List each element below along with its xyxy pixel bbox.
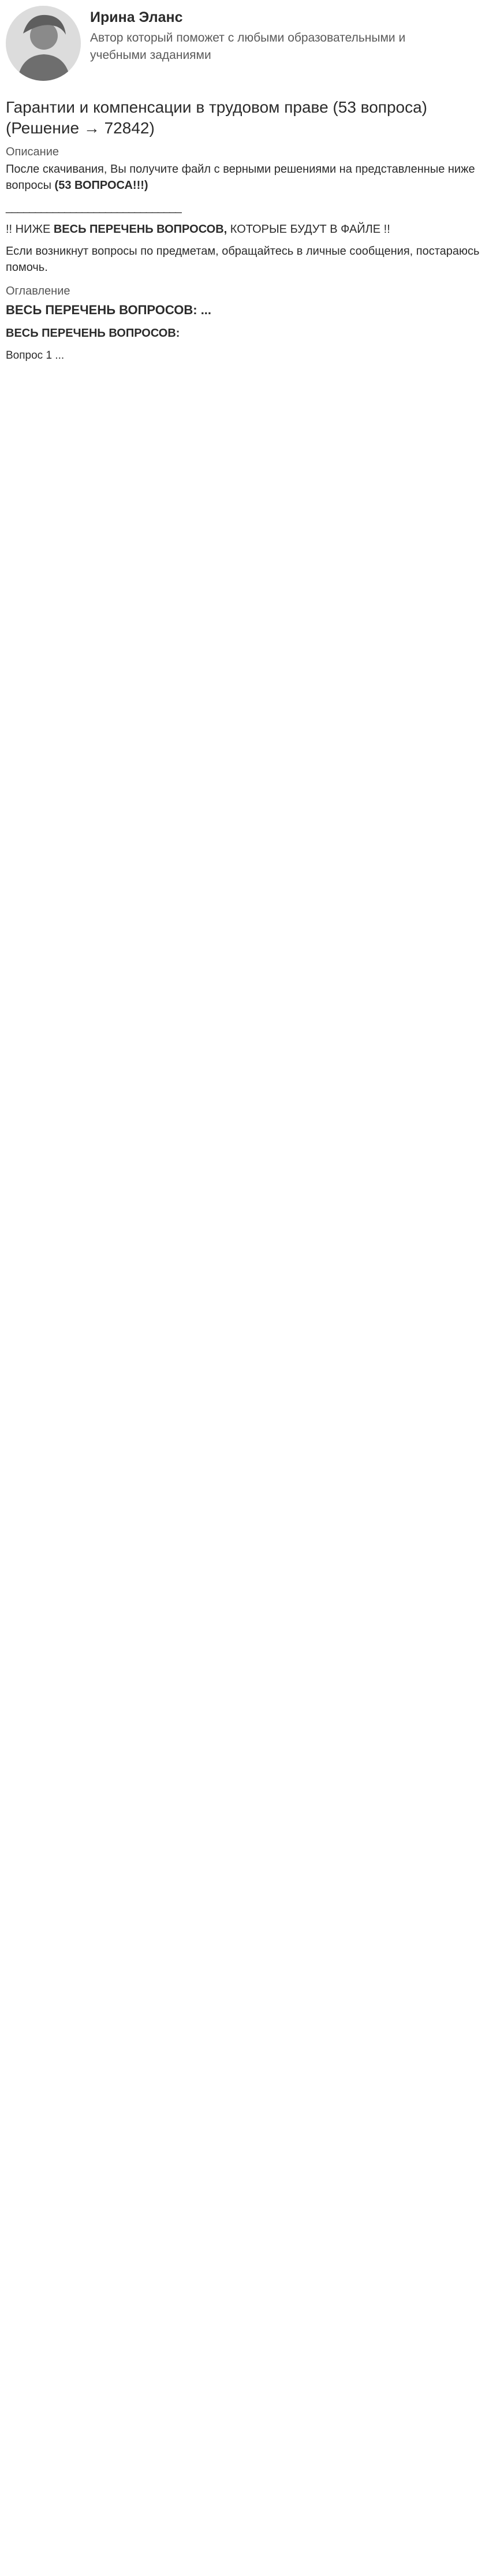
description-intro-text: После скачивания, Вы получите файл с верными решениями на представленные ниже вопросы bbox=[6, 163, 475, 192]
description-intro bbox=[6, 161, 483, 193]
notice-prefix: !! НИЖЕ bbox=[6, 223, 51, 236]
toc-label: Оглавление bbox=[6, 285, 70, 297]
question-list bbox=[6, 348, 483, 363]
seller-description: Автор который поможет с любыми образовательными и учебными заданиями bbox=[90, 31, 406, 62]
seller-avatar[interactable] bbox=[6, 6, 81, 81]
notice-bold: ВЕСЬ ПЕРЕЧЕНЬ ВОПРОСОВ, bbox=[53, 223, 227, 236]
question-item: Вопрос 1 ... bbox=[6, 349, 65, 362]
description-notice bbox=[6, 221, 483, 237]
seller-header bbox=[6, 6, 483, 92]
avatar-portrait-icon bbox=[6, 6, 81, 81]
question-list-heading: ВЕСЬ ПЕРЕЧЕНЬ ВОПРОСОВ: bbox=[6, 327, 180, 340]
seller-info bbox=[90, 6, 413, 64]
product-title: Гарантии и компенсации в трудовом праве (53 вопроса) (Решение → 72842) bbox=[6, 98, 428, 137]
notice-suffix: КОТОРЫЕ БУДУТ В ФАЙЛЕ !! bbox=[230, 223, 390, 236]
description-intro-count: (53 ВОПРОСА!!!) bbox=[54, 179, 148, 192]
description-contact: Если возникнут вопросы по предметам, обращайтесь в личные сообщения, постараюсь помочь. bbox=[6, 245, 480, 274]
seller-name[interactable]: Ирина Эланс bbox=[90, 9, 183, 25]
toc-summary: ВЕСЬ ПЕРЕЧЕНЬ ВОПРОСОВ: ... bbox=[6, 303, 212, 317]
description-separator: ______________________________ bbox=[6, 201, 181, 214]
description-label: Описание bbox=[6, 146, 59, 158]
